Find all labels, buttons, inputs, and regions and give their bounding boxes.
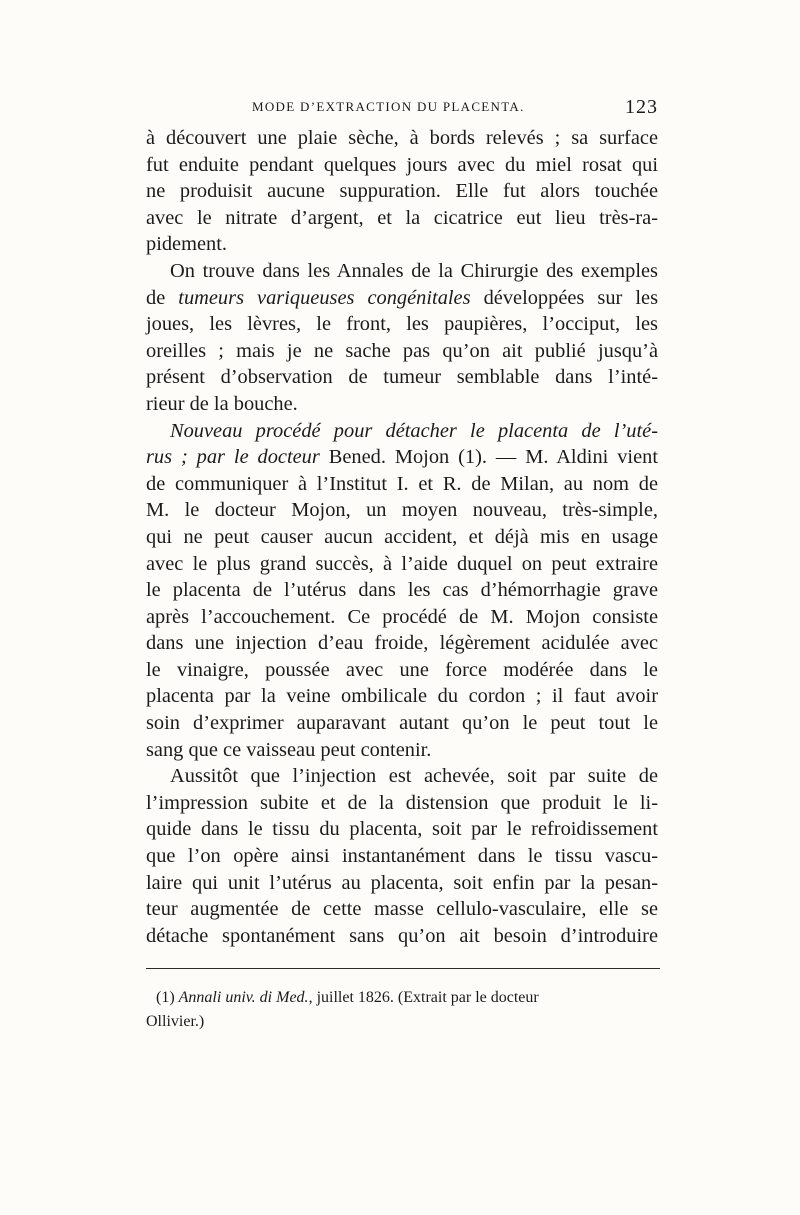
- running-title: MODE D’EXTRACTION DU PLACENTA.: [252, 99, 525, 114]
- text-line: à découvert une plaie sèche, à bords relevés ; sa surface: [146, 127, 658, 149]
- italic-run: rus ; par le docteur: [146, 446, 320, 469]
- text-line: que l’on opère ainsi instantanément dans le tissu vascu-: [146, 845, 658, 868]
- text-line: placenta par la veine ombilicale du cordon ; il faut avoir: [146, 685, 658, 708]
- page-header: [146, 96, 658, 121]
- text-run: développées sur les: [470, 286, 659, 309]
- text-line: Aussitôt que l’injection est achevée, soit par suite de: [170, 765, 658, 788]
- text-line: quide dans le tissu du placenta, soit par le refroidissement: [146, 818, 658, 841]
- text-line: pidement.: [146, 233, 227, 256]
- footnote: [146, 986, 658, 1034]
- text-line: présent d’observation de tumeur semblable dans l’inté-: [146, 366, 658, 389]
- page-number: 123: [625, 96, 658, 118]
- text-line: rieur de la bouche.: [146, 392, 298, 415]
- text-line: avec le plus grand succès, à l’aide duquel on peut extraire: [146, 552, 658, 575]
- text-line: détache spontanément sans qu’on ait besoin d’introduire: [146, 924, 658, 947]
- text-line: l’impression subite et de la distension que produit le li-: [146, 791, 658, 814]
- text-line: teur augmentée de cette masse cellulo-vasculaire, elle se: [146, 898, 658, 921]
- text-line: le placenta de l’utérus dans les cas d’hémorrhagie grave: [146, 579, 658, 602]
- text-line: avec le nitrate d’argent, et la cicatrice eut lieu très-ra-: [146, 206, 658, 229]
- text-line: laire qui unit l’utérus au placenta, soit enfin par la pesan-: [146, 871, 658, 894]
- italic-run: tumeurs variqueuses congénitales: [178, 286, 471, 309]
- text-line: [146, 444, 658, 471]
- text-line: après l’accouchement. Ce procédé de M. Mojon consiste: [146, 605, 658, 628]
- text-run: Bened. Mojon (1). — M. Aldini vient: [319, 446, 658, 469]
- text-line: soin d’exprimer auparavant autant qu’on le peut tout le: [146, 712, 658, 735]
- text-line: joues, les lèvres, le front, les paupières, l’occiput, les: [146, 313, 658, 336]
- footnote-marker: (1): [156, 989, 179, 1006]
- text-line: ne produisit aucune suppuration. Elle fut alors touchée: [146, 180, 658, 203]
- text-line: le vinaigre, poussée avec une force modérée dans le: [146, 658, 658, 681]
- body-text: [146, 125, 658, 949]
- text-line: fut enduite pendant quelques jours avec du miel rosat qui: [146, 153, 658, 176]
- text-run: de: [146, 286, 179, 309]
- text-line: de communiquer à l’Institut I. et R. de Milan, au nom de: [146, 472, 658, 495]
- text-line: M. le docteur Mojon, un moyen nouveau, très-simple,: [146, 499, 658, 522]
- footnote-text: , juillet 1826. (Extrait par le docteur: [308, 989, 539, 1006]
- footnote-source: Annali univ. di Med.: [178, 989, 309, 1006]
- text-line: Nouveau procédé pour détacher le placenta de l’uté-: [170, 419, 658, 442]
- text-line: dans une injection d’eau froide, légèrement acidulée avec: [146, 632, 658, 655]
- text-line: On trouve dans les Annales de la Chirurgie des exemples: [170, 259, 658, 282]
- text-line: oreilles ; mais je ne sache pas qu’on ait publié jusqu’à: [146, 339, 658, 362]
- text-line: [146, 285, 658, 312]
- footnote-line: Ollivier.): [146, 1013, 205, 1030]
- text-line: sang que ce vaisseau peut contenir.: [146, 738, 432, 761]
- footnote-rule: [146, 968, 660, 969]
- footnote-line: [146, 986, 658, 1010]
- text-line: qui ne peut causer aucun accident, et déjà mis en usage: [146, 525, 658, 548]
